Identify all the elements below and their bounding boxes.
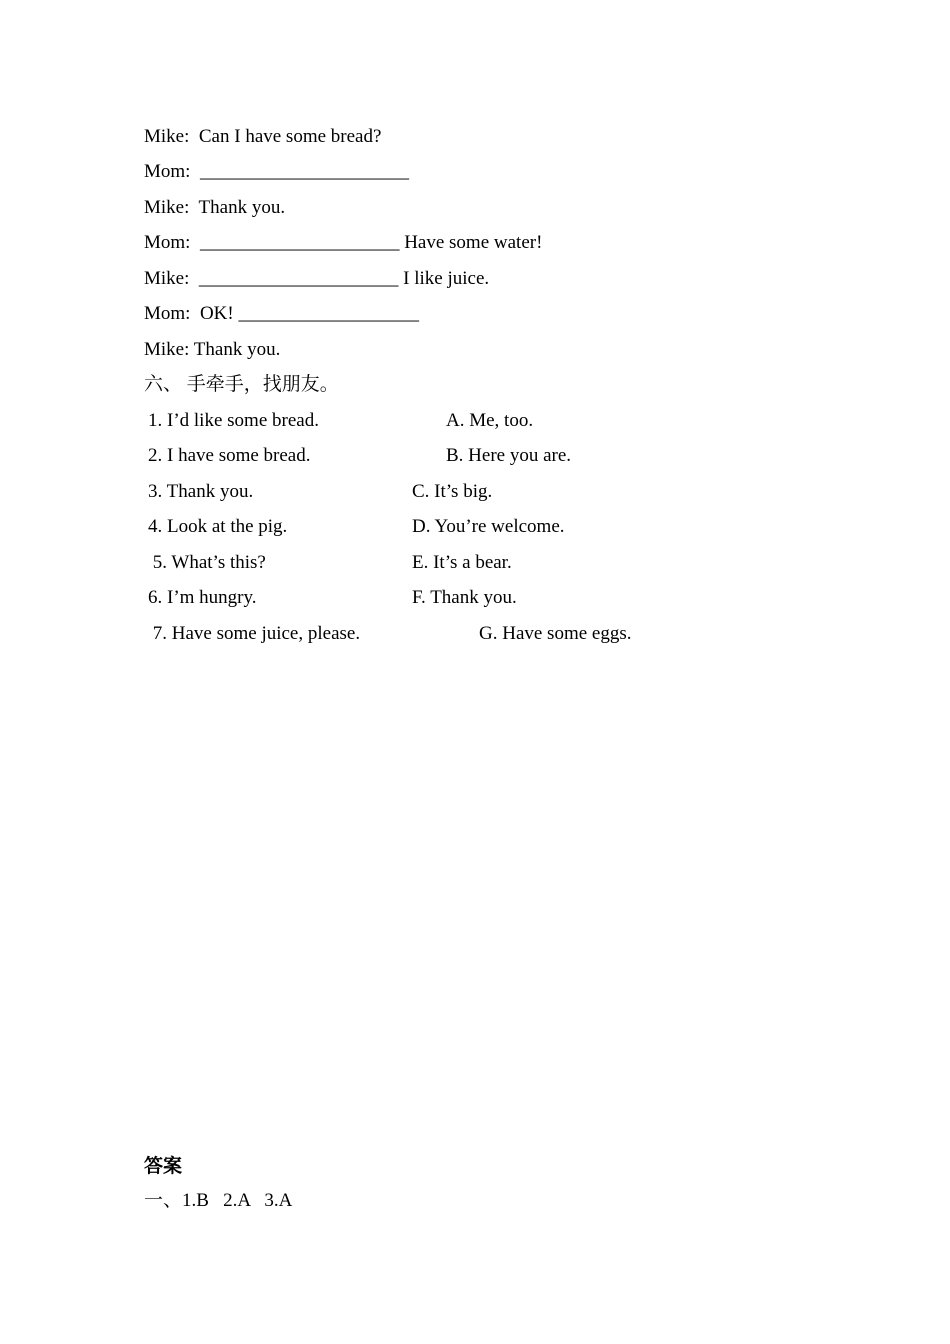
dialogue-line-1: Mike: Can I have some bread?	[144, 126, 382, 147]
match-right-item: A. Me, too.	[446, 410, 534, 431]
match-left-item: 7. Have some juice, please.	[148, 623, 361, 644]
answers-heading: 答案	[144, 1156, 183, 1177]
match-left-item: 3. Thank you.	[148, 481, 254, 502]
dialogue-line-4: Mom: _____________________ Have some water!	[144, 232, 543, 253]
match-right-item: B. Here you are.	[446, 445, 572, 466]
match-left-item: 4. Look at the pig.	[148, 516, 288, 537]
match-right-item: G. Have some eggs.	[479, 623, 632, 644]
match-right-item: D. You’re welcome.	[412, 516, 565, 537]
dialogue-line-6: Mom: OK! ___________________	[144, 303, 419, 324]
dialogue-line-7: Mike: Thank you.	[144, 339, 281, 360]
match-right-item: C. It’s big.	[412, 481, 493, 502]
dialogue-line-2: Mom: ______________________	[144, 161, 409, 182]
dialogue-line-3: Mike: Thank you.	[144, 197, 286, 218]
section-six-heading: 六、 手牵手，找朋友。	[144, 374, 339, 395]
match-left-item: 5. What’s this?	[148, 552, 266, 573]
match-left-item: 2. I have some bread.	[148, 445, 311, 466]
match-right-item: F. Thank you.	[412, 587, 517, 608]
dialogue-line-5: Mike: _____________________ I like juice.	[144, 268, 490, 289]
match-left-item: 1. I’d like some bread.	[148, 410, 319, 431]
match-left-item: 6. I’m hungry.	[148, 587, 257, 608]
match-right-item: E. It’s a bear.	[412, 552, 512, 573]
answers-line-1: 一、1.B 2.A 3.A	[144, 1190, 293, 1211]
